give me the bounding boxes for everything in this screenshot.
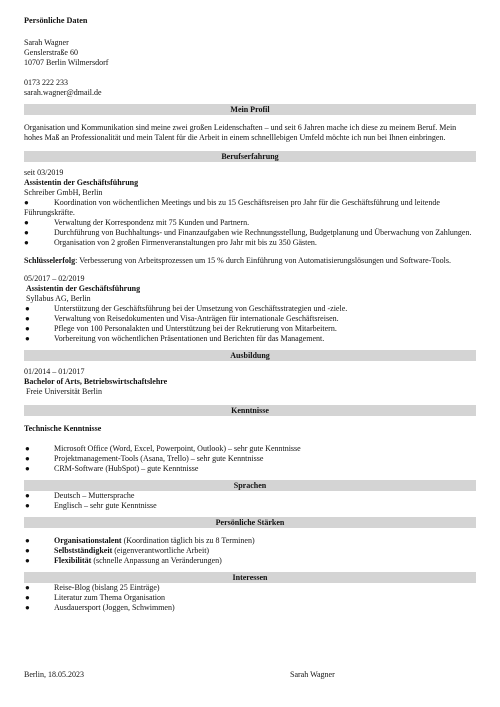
list-item: ● Organisation von 2 großen Firmenveranstaltungen pro Jahr mit bis zu 350 Gästen.	[24, 238, 317, 247]
list-item: ● CRM-Software (HubSpot) – gute Kenntnisse	[25, 464, 199, 473]
list-item: ● Organisationstalent (Koordination täglich bis zu 8 Terminen)	[25, 536, 255, 545]
education-degree: Bachelor of Arts, Betriebswirtschaftslehre	[24, 377, 168, 386]
bullet-icon: ●	[25, 583, 30, 592]
list-item: ● Deutsch – Muttersprache	[25, 491, 135, 500]
education-school: Freie Universität Berlin	[26, 387, 102, 396]
interests-heading: Interessen	[24, 572, 476, 583]
job-title: Assistentin der Geschäftsführung	[24, 178, 139, 187]
personal-street: Genslerstraße 60	[24, 48, 78, 57]
bullet-icon: ●	[25, 546, 30, 555]
list-item: ● Flexibilität (schnelle Anpassung an Veränderungen)	[25, 556, 222, 565]
place-date: Berlin, 18.05.2023	[24, 670, 84, 679]
bullet-icon: ●	[25, 491, 30, 500]
strengths-list	[24, 536, 476, 566]
bullet-icon: ●	[25, 593, 30, 602]
list-item: ● Verwaltung von Reisedokumenten und Visa-Anträgen für internationale Geschäftsreisen.	[25, 314, 339, 323]
bullet-icon: ●	[24, 218, 29, 227]
list-item: ● Unterstützung der Geschäftsführung bei der Umsetzung von Geschäftsstrategien und -ziele.	[25, 304, 348, 313]
bullet-icon: ●	[25, 556, 30, 565]
list-item: ● Projektmanagement-Tools (Asana, Trello) – sehr gute Kenntnisse	[25, 454, 264, 463]
list-item: ● Verwaltung der Korrespondenz mit 75 Kunden und Partnern.	[24, 218, 250, 227]
bullet-icon: ●	[25, 501, 30, 510]
strengths-heading: Persönliche Stärken	[24, 517, 476, 528]
bullet-icon: ●	[24, 198, 29, 207]
bullet-icon: ●	[24, 228, 29, 237]
bullet-icon: ●	[25, 454, 30, 463]
key-success: Schlüsselerfolg: Verbesserung von Arbeitsprozessen um 15 % durch Einführung von Automatisierungslösungen und Software-Tools.	[24, 256, 452, 265]
job-period: 05/2017 – 02/2019	[24, 274, 85, 283]
list-item: ● Koordination von wöchentlichen Meetings und bis zu 15 Geschäftsreisen pro Jahr für die Geschäftsführung und leitende Führungskräfte.	[24, 198, 440, 217]
education-period: 01/2014 – 01/2017	[24, 367, 85, 376]
bullet-icon: ●	[25, 536, 30, 545]
skills-list	[24, 444, 476, 474]
bullet-icon: ●	[25, 304, 30, 313]
skills-subheading: Technische Kenntnisse	[24, 424, 102, 433]
skills-heading: Kenntnisse	[24, 405, 476, 416]
interests-list	[24, 583, 476, 613]
bullet-icon: ●	[25, 324, 30, 333]
bullet-icon: ●	[25, 464, 30, 473]
list-item: ● Reise-Blog (bislang 25 Einträge)	[25, 583, 160, 592]
list-item: ● Selbstständigkeit (eigenverantwortliche Arbeit)	[25, 546, 210, 555]
job-company: Schreiber GmbH, Berlin	[24, 188, 103, 197]
education-heading: Ausbildung	[24, 350, 476, 361]
profile-heading: Mein Profil	[24, 104, 476, 115]
personal-city: 10707 Berlin Wilmersdorf	[24, 58, 109, 67]
personal-heading: Persönliche Daten	[24, 16, 88, 25]
job-bullets	[24, 198, 476, 248]
personal-name: Sarah Wagner	[24, 38, 69, 47]
languages-list	[24, 491, 476, 511]
signature: Sarah Wagner	[290, 670, 335, 679]
job-bullets	[24, 304, 476, 344]
profile-text: Organisation und Kommunikation sind meine zwei großen Leidenschaften – und seit 6 Jahren mache ich diese zu meinem Beruf. Mein hohes Maß an Professionalität und mein Talent für die Arbeit in einem schnelllebigen Umfeld möchte ich nun bei Ihnen einbringen.	[24, 123, 457, 142]
personal-phone: 0173 222 233	[24, 78, 68, 87]
bullet-icon: ●	[25, 314, 30, 323]
list-item: ● Englisch – sehr gute Kenntnisse	[25, 501, 157, 510]
personal-email: sarah.wagner@dmail.de	[24, 88, 102, 97]
list-item: ● Microsoft Office (Word, Excel, Powerpoint, Outlook) – sehr gute Kenntnisse	[25, 444, 301, 453]
job-title: Assistentin der Geschäftsführung	[26, 284, 141, 293]
cv-page	[24, 16, 476, 613]
bullet-icon: ●	[25, 444, 30, 453]
languages-heading: Sprachen	[24, 480, 476, 491]
list-item: ● Pflege von 100 Personalakten und Unterstützung bei der Rekrutierung von Mitarbeitern.	[25, 324, 337, 333]
list-item: ● Durchführung von Buchhaltungs- und Finanzaufgaben wie Rechnungsstellung, Budgetplanung und Überwachung von Zahlungen.	[24, 228, 472, 237]
job-company: Syllabus AG, Berlin	[26, 294, 91, 303]
bullet-icon: ●	[24, 238, 29, 247]
list-item: ● Vorbereitung von wöchentlichen Präsentationen und Berichten für das Management.	[25, 334, 325, 343]
job-period: seit 03/2019	[24, 168, 64, 177]
experience-heading: Berufserfahrung	[24, 151, 476, 162]
list-item: ● Ausdauersport (Joggen, Schwimmen)	[25, 603, 175, 612]
bullet-icon: ●	[25, 334, 30, 343]
bullet-icon: ●	[25, 603, 30, 612]
list-item: ● Literatur zum Thema Organisation	[25, 593, 166, 602]
